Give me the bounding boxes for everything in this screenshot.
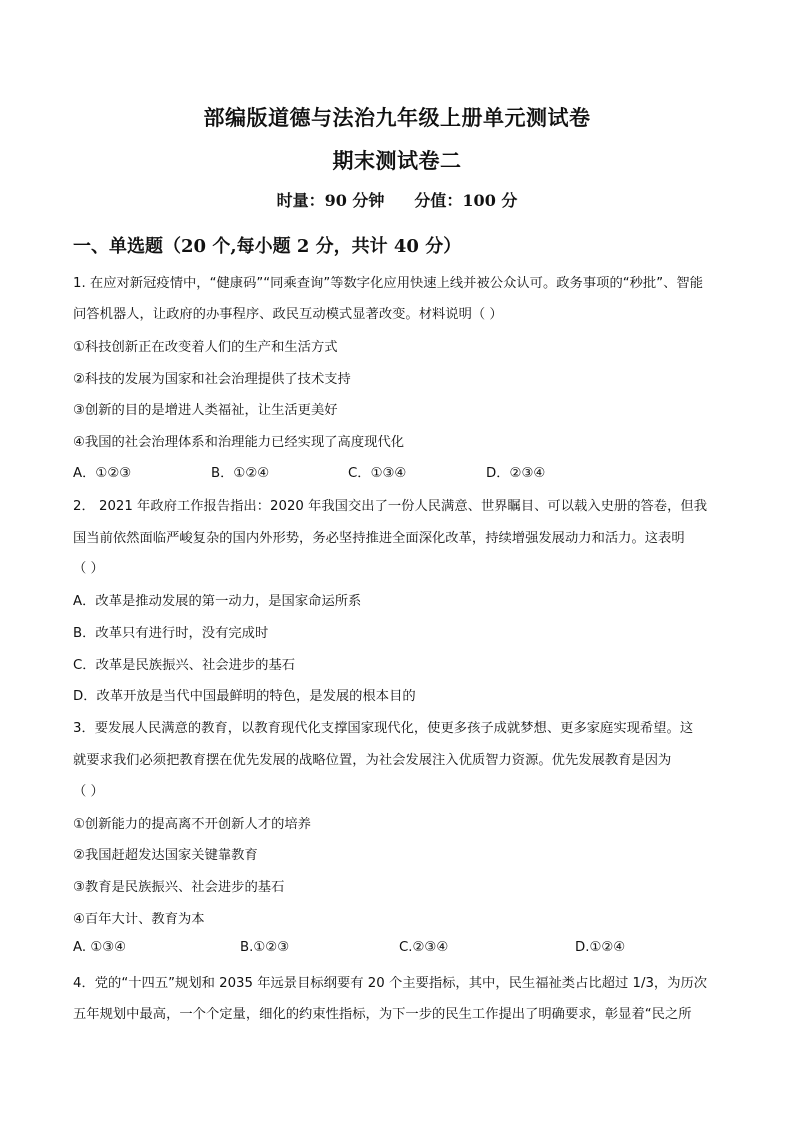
q1-option-c: C．①③④ — [348, 466, 407, 481]
exam-meta — [0, 188, 794, 211]
q3-option-b: B.①②③ — [240, 940, 290, 955]
exam-time: 时量：90 分钟 — [276, 191, 385, 210]
q1-statement-3: ③创新的目的是增进人类福祉，让生活更美好 — [73, 403, 338, 418]
document-subtitle: 期末测试卷二 — [332, 148, 462, 173]
exam-score: 分值：100 分 — [414, 191, 518, 210]
q1-text-line-1: 1. 在应对新冠疫情中，“健康码”“同乘查询”等数字化应用快速上线并被公众认可。政务事项的“秒批”、智能 — [73, 276, 704, 291]
q3-text-line-2: 就要求我们必须把教育摆在优先发展的战略位置，为社会发展注入优质智力资源。优先发展教育是因为 — [73, 753, 672, 768]
q1-statement-4: ④我国的社会治理体系和治理能力已经实现了高度现代化 — [73, 435, 405, 450]
q1-statement-2: ②科技的发展为国家和社会治理提供了技术支持 — [73, 372, 351, 387]
q3-text-line-3: （ ） — [73, 784, 104, 799]
q1-statement-1: ①科技创新正在改变着人们的生产和生活方式 — [73, 340, 338, 355]
q2-option-d: D．改革开放是当代中国最鲜明的特色，是发展的根本目的 — [73, 689, 416, 704]
q1-option-d: D．②③④ — [486, 466, 546, 481]
q2-option-a: A．改革是推动发展的第一动力，是国家命运所系 — [73, 594, 362, 609]
q3-statement-1: ①创新能力的提高离不开创新人才的培养 — [73, 817, 311, 832]
q1-option-b: B．①②④ — [211, 466, 270, 481]
q4-text-line-2: 五年规划中最高，一个个定量，细化的约束性指标，为下一步的民生工作提出了明确要求，彰显着“民之所 — [73, 1007, 692, 1022]
q1-text-line-2: 问答机器人，让政府的办事程序、政民互动模式显著改变。材料说明（ ） — [73, 307, 503, 322]
q3-statement-3: ③教育是民族振兴、社会进步的基石 — [73, 880, 285, 895]
q3-option-c: C.②③④ — [399, 940, 449, 955]
q3-statement-2: ②我国赶超发达国家关键靠教育 — [73, 848, 258, 863]
q3-option-a: A. ①③④ — [73, 940, 127, 955]
section-title: 一、单选题（20 个,每小题 2 分，共计 40 分） — [73, 236, 462, 257]
q2-option-b: B．改革只有进行时，没有完成时 — [73, 626, 269, 641]
q2-text-line-1: 2． 2021 年政府工作报告指出：2020 年我国交出了一份人民满意、世界瞩目、可以载入史册的答卷，但我 — [73, 499, 707, 514]
q2-text-line-3: （ ） — [73, 561, 104, 576]
q1-option-a: A．①②③ — [73, 466, 132, 481]
q3-option-d: D.①②④ — [575, 940, 626, 955]
q3-text-line-1: 3．要发展人民满意的教育，以教育现代化支撑国家现代化，使更多孩子成就梦想、更多家庭实现希望。这 — [73, 721, 694, 736]
document-title: 部编版道德与法治九年级上册单元测试卷 — [203, 105, 591, 130]
q2-text-line-2: 国当前依然面临严峻复杂的国内外形势，务必坚持推进全面深化改革，持续增强发展动力和活力。这表明 — [73, 531, 685, 546]
q4-text-line-1: 4．党的“十四五”规划和 2035 年远景目标纲要有 20 个主要指标，其中，民生福祉类占比超过 1/3，为历次 — [73, 976, 708, 991]
q3-statement-4: ④百年大计、教育为本 — [73, 912, 205, 927]
q2-option-c: C．改革是民族振兴、社会进步的基石 — [73, 658, 296, 673]
